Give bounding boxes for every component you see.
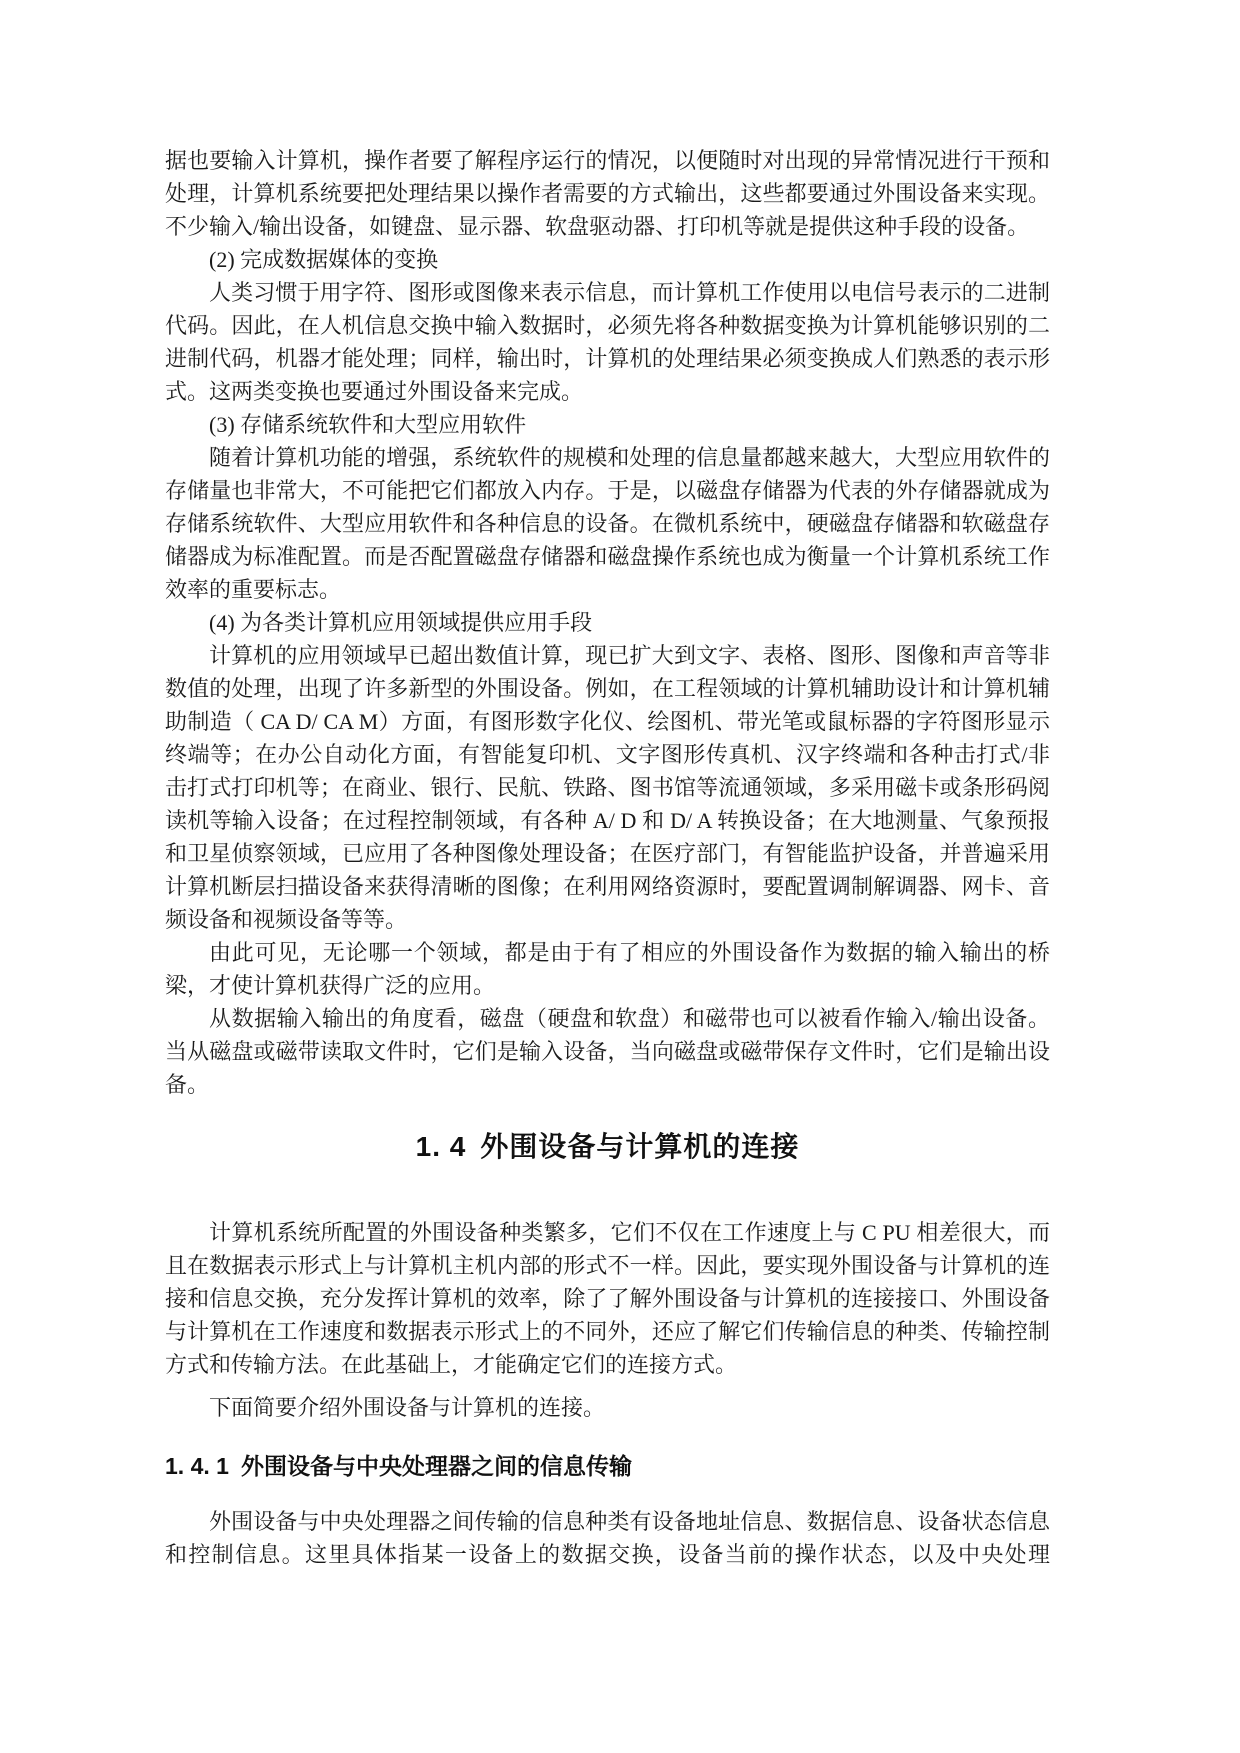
- paragraph-conclusion-bridge: 由此可见，无论哪一个领域，都是由于有了相应的外围设备作为数据的输入输出的桥梁，才使计算机获得广泛的应用。: [165, 940, 1050, 998]
- paragraph-peripheral-connection-intro: 计算机系统所配置的外围设备种类繁多，它们不仅在工作速度上与 C PU 相差很大，而且在数据表示形式上与计算机主机内部的形式不一样。因此，要实现外围设备与计算机的连接和信息交换，充分发挥计算机的效率，除了了解外围设备与计算机的连接接口、外围设备与计算机在工作速度和数据表示形式上的不同外，还应了解它们传输信息的种类、传输控制方式和传输方法。在此基础上，才能确定它们的连接方式。: [165, 1220, 1050, 1377]
- subsection-heading-1-4-1: [165, 1451, 1050, 1481]
- paragraph-data-media-conversion: 人类习惯于用字符、图形或图像来表示信息，而计算机工作使用以电信号表示的二进制代码。因此，在人机信息交换中输入数据时，必须先将各种数据变换为计算机能够识别的二进制代码，机器才能处理；同样，输出时，计算机的处理结果必须变换成人们熟悉的表示形式。这两类变换也要通过外围设备来完成。: [165, 280, 1050, 404]
- paragraph-brief-introduction: 下面简要介绍外围设备与计算机的连接。: [209, 1395, 606, 1420]
- subsection-title: 外围设备与中央处理器之间的信息传输: [240, 1453, 632, 1479]
- paragraph-application-fields: 计算机的应用领域早已超出数值计算，现已扩大到文字、表格、图形、图像和声音等非数值的处理，出现了许多新型的外围设备。例如，在工程领域的计算机辅助设计和计算机辅助制造（ CA D/ CA M）方面，有图形数字化仪、绘图机、带光笔或鼠标器的字符图形显示终端等；在办公自动化方面，有智能复印机、文字图形传真机、汉字终端和各种击打式/非击打式打印机等；在商业、银行、民航、铁路、图书馆等流通领域，多采用磁卡或条形码阅读机等输入设备；在过程控制领域，有各种 A/ D 和 D/ A 转换设备；在大地测量、气象预报和卫星侦察领域，已应用了各种图像处理设备；在医疗部门，有智能监护设备，并普遍采用计算机断层扫描设备来获得清晰的图像；在利用网络资源时，要配置调制解调器、网卡、音频设备和视频设备等等。: [165, 643, 1050, 932]
- paragraph-storage-software: 随着计算机功能的增强，系统软件的规模和处理的信息量都越来越大，大型应用软件的存储量也非常大，不可能把它们都放入内存。于是，以磁盘存储器为代表的外存储器就成为存储系统软件、大型应用软件和各种信息的设备。在微机系统中，硬磁盘存储器和软磁盘存储器成为标准配置。而是否配置磁盘存储器和磁盘操作系统也成为衡量一个计算机系统工作效率的重要标志。: [165, 445, 1050, 602]
- section-heading-1-4: [165, 1127, 1050, 1167]
- paragraph-info-transfer-continues-next-page: 外围设备与中央处理器之间传输的信息种类有设备地址信息、数据信息、设备状态信息和控制信息。这里具体指某一设备上的数据交换，设备当前的操作状态，以及中央处理: [165, 1509, 1050, 1567]
- text-column: [165, 144, 1050, 1571]
- section-number: 1. 4: [415, 1131, 467, 1162]
- list-item-heading-2: (2) 完成数据媒体的变换: [209, 247, 439, 272]
- section-title: 外围设备与计算机的连接: [480, 1131, 800, 1162]
- paragraph-disk-tape-io: 从数据输入输出的角度看，磁盘（硬盘和软盘）和磁带也可以被看作输入/输出设备。当从磁盘或磁带读取文件时，它们是输入设备，当向磁盘或磁带保存文件时，它们是输出设备。: [165, 1006, 1050, 1097]
- subsection-number: 1. 4. 1: [165, 1453, 229, 1479]
- list-item-heading-4: (4) 为各类计算机应用领域提供应用手段: [209, 610, 593, 635]
- list-item-heading-3: (3) 存储系统软件和大型应用软件: [209, 412, 527, 437]
- paragraph-continued-from-previous-page: 据也要输入计算机，操作者要了解程序运行的情况，以便随时对出现的异常情况进行干预和处理，计算机系统要把处理结果以操作者需要的方式输出，这些都要通过外围设备来实现。不少输入/输出设备，如键盘、显示器、软盘驱动器、打印机等就是提供这种手段的设备。: [165, 148, 1050, 239]
